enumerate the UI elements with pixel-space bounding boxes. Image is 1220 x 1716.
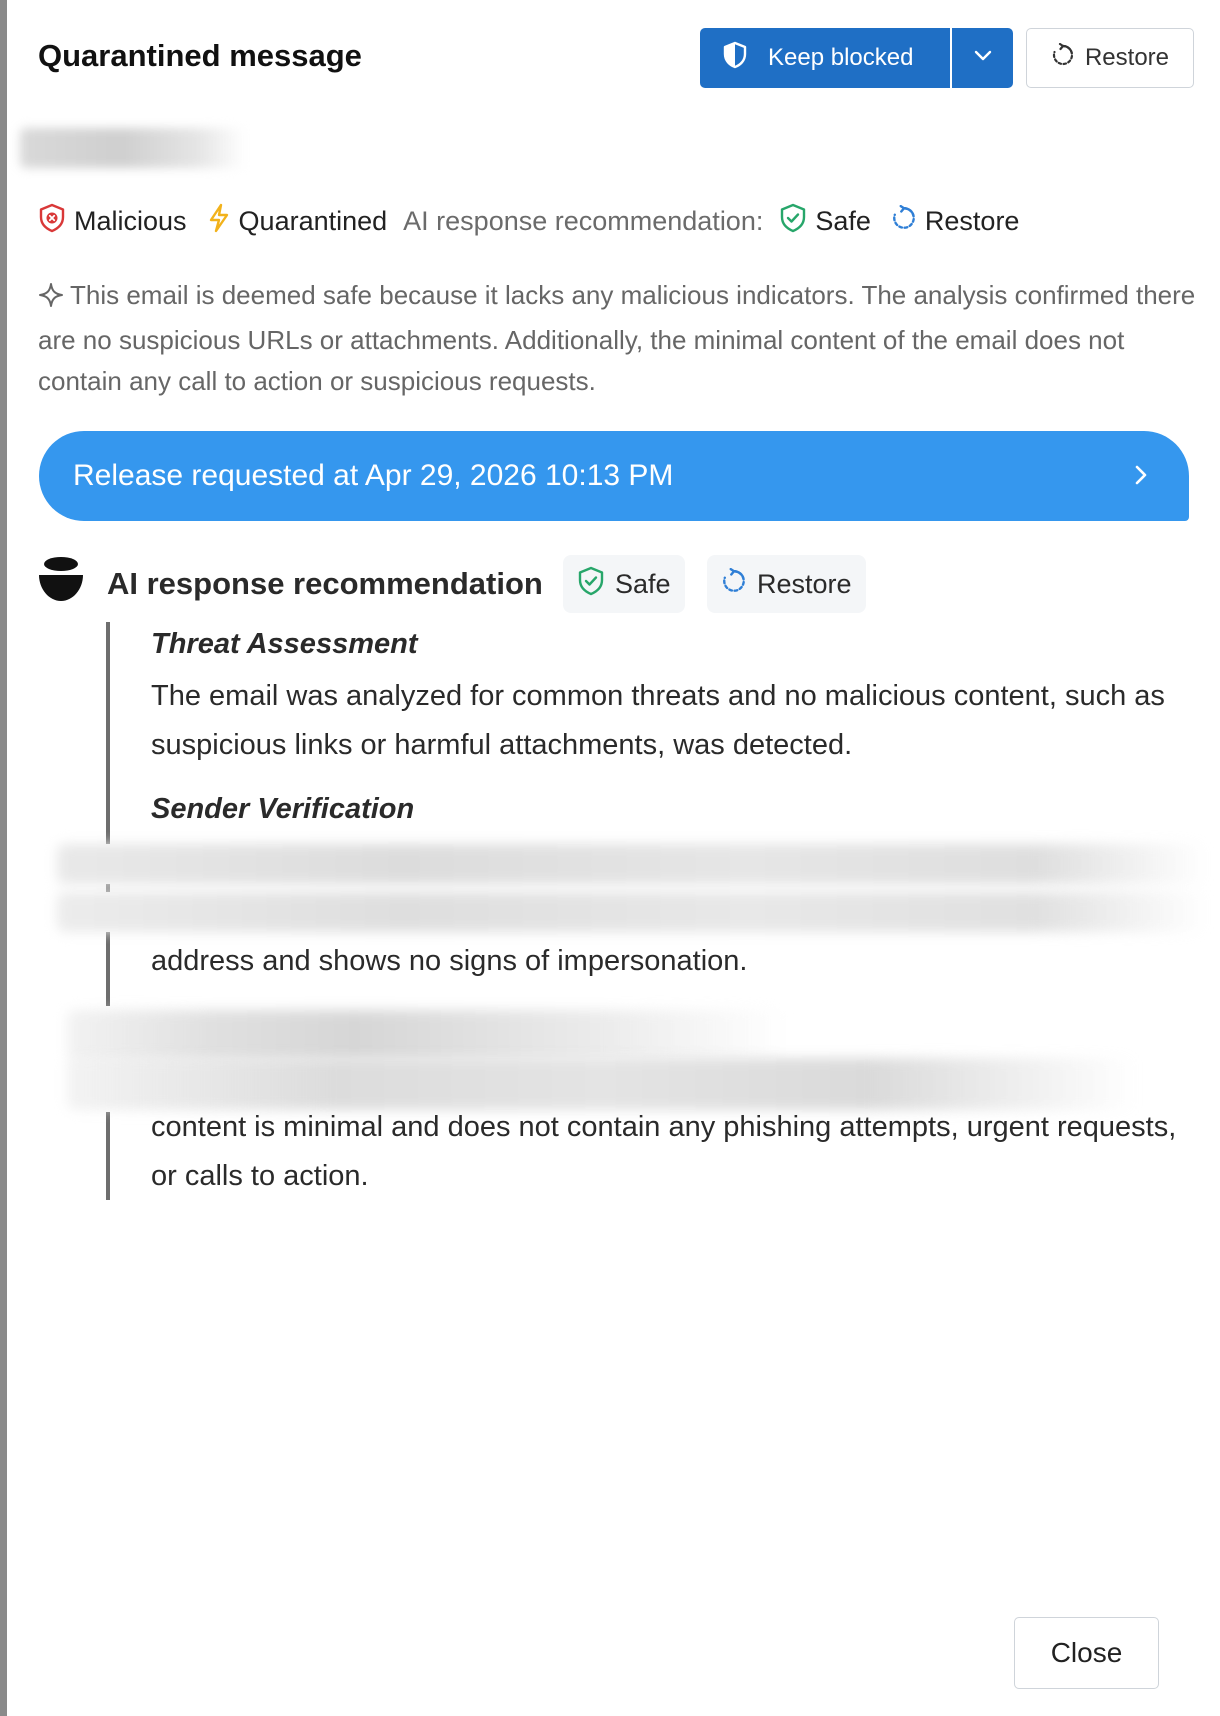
section-title-sender-verification: Sender Verification: [151, 793, 415, 825]
ai-recommendation-heading: AI response recommendation: [107, 566, 543, 601]
section-title-threat-assessment: Threat Assessment: [151, 628, 418, 660]
shield-check-icon: [779, 203, 807, 240]
recommendation-prefix: AI response recommendation:: [403, 205, 764, 236]
status-quarantined: [207, 203, 388, 240]
recommendation-safe: [779, 203, 871, 240]
restore-chip-label: Restore: [757, 568, 852, 599]
restore-button[interactable]: [1026, 28, 1194, 88]
quarantined-label: Quarantined: [238, 205, 388, 236]
sparkle-icon: [38, 279, 64, 320]
restore-icon: [1051, 43, 1075, 74]
quarantined-message-panel: [7, 0, 1220, 1716]
quote-bar: [106, 622, 110, 844]
keep-blocked-button[interactable]: [700, 28, 952, 88]
keep-blocked-label: Keep blocked: [768, 44, 914, 71]
restore-icon: [721, 568, 747, 601]
recommendation-restore: [891, 205, 1020, 238]
redacted-text: [67, 1010, 787, 1060]
close-label: Close: [1050, 1637, 1123, 1668]
restore-label: Restore: [1084, 44, 1170, 71]
release-request-banner[interactable]: [39, 431, 1189, 521]
safe-chip-label: Safe: [615, 568, 671, 599]
chevron-down-icon: [973, 49, 993, 67]
status-malicious: [38, 203, 187, 240]
chevron-right-icon: [1133, 461, 1149, 497]
section-body-sender-verification: address and shows no signs of impersonation.: [151, 945, 748, 977]
keep-blocked-dropdown-button[interactable]: [952, 28, 1013, 88]
shield-icon: [722, 41, 748, 76]
underlying-page-edge: [0, 0, 7, 1716]
section-body-content-analysis: content is minimal and does not contain any phishing attempts, urgent requests, or calls to action.: [151, 1111, 1177, 1192]
ai-summary-text: This email is deemed safe because it lacks any malicious indicators. The analysis confirmed there are no suspicious URLs or attachments. Additionally, the minimal content of the email does not contain any call to action or suspicious requests.: [38, 280, 1196, 396]
redacted-sender: [20, 128, 245, 168]
recommendation-safe-label: Safe: [815, 205, 871, 236]
shield-x-icon: [38, 203, 66, 240]
malicious-label: Malicious: [74, 205, 187, 236]
ai-avatar-icon: [38, 556, 84, 602]
ai-summary: [38, 275, 1198, 402]
quote-bar: [106, 884, 110, 892]
section-body-threat-assessment: The email was analyzed for common threats and no malicious content, such as suspicious links or harmful attachments, was detected.: [151, 680, 1165, 761]
status-row: [38, 200, 1019, 242]
restore-chip: [707, 555, 866, 613]
close-button[interactable]: [1014, 1617, 1159, 1689]
release-request-label: Release requested at Apr 29, 2026 10:13 PM: [73, 459, 674, 492]
restore-icon: [891, 205, 917, 238]
redacted-text: [57, 844, 1207, 884]
keep-blocked-split-button: [700, 28, 1013, 88]
redacted-text: [57, 892, 1207, 932]
safe-chip: [563, 555, 685, 613]
recommendation-restore-label: Restore: [924, 205, 1020, 236]
lightning-icon: [207, 203, 231, 240]
quote-bar: [106, 932, 110, 1006]
shield-check-icon: [577, 566, 605, 603]
quote-bar: [106, 1112, 110, 1200]
page-title: Quarantined message: [38, 38, 362, 73]
